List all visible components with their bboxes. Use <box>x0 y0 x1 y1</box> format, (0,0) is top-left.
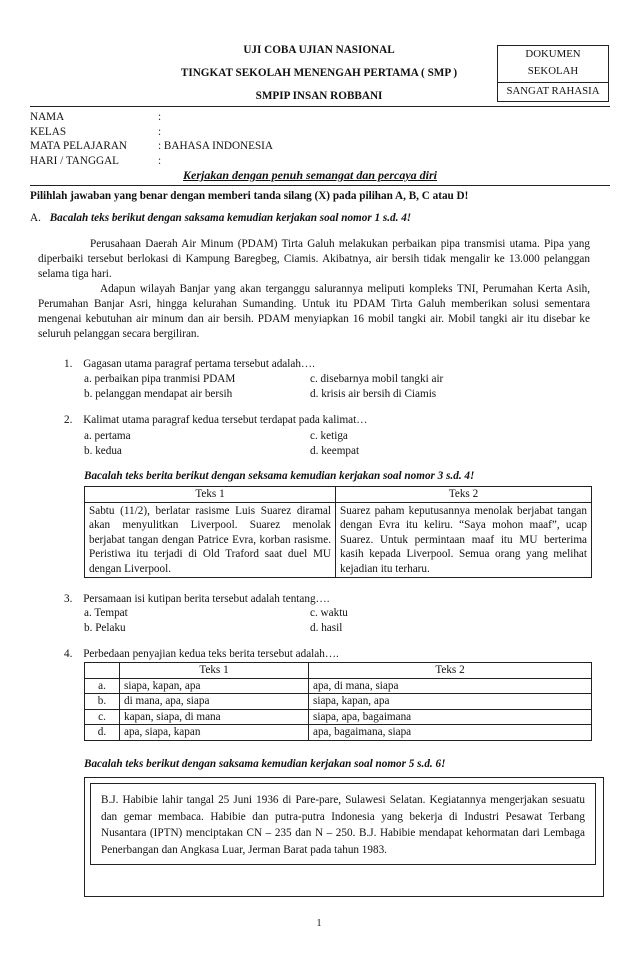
option-teks1: apa, siapa, kapan <box>120 725 309 741</box>
bio-text-box: B.J. Habibie lahir tangal 25 Juni 1936 di Pare-pare, Sulawesi Selatan. Kegiatannya mengerjakan sesuatu dan gemar membaca. Habibie dan putra-putra Indonesia yang bekerja di Industri Pesawat Terbang Nusantara (IPTN) menciptakan CN – 235 dan N – 250. B.J. Habibie mendapat kehormatan dari Lembaga Penerbangan dan Angkasa Luar, Jerman Barat pada tahun 1983. <box>90 783 596 865</box>
option-letter: b. <box>85 694 120 710</box>
question-number: 2. <box>64 414 73 426</box>
passage-paragraph-1: Perusahaan Daerah Air Minum (PDAM) Tirta Galuh melakukan perbaikan pipa transmisi utama. Pipa yang diperbaiki tersebut berlokasi di Kampung Baregbeg, Ciamis. Akibatnya, air bersih tidak mengalir ke 13.000 pelanggan selama tiga hari. <box>38 238 590 280</box>
question-3 <box>64 592 330 607</box>
q1-option-d[interactable]: d. krisis air bersih di Ciamis <box>310 388 437 400</box>
passage-paragraph-2: Adapun wilayah Banjar yang akan terganggu salurannya meliputi kompleks TNI, Perumahan Kerta Asih, Perumahan Banjar Asri, hingga kelurahan Sumanding. Untuk itu PDAM Tirta Galuh memberikan solusi sementara mengenai kebutuhan air minum dan air bersih. PDAM menyiapkan 16 mobil tangki air. Mobil tangki air itu disebar ke seluruh pelanggan secara bergiliran. <box>38 283 590 340</box>
question-1 <box>64 357 315 372</box>
identity-key: MATA PELAJARAN <box>30 140 128 152</box>
q4-option-c[interactable] <box>85 709 592 725</box>
doc-box-line1: DOKUMEN <box>525 48 581 60</box>
q3-option-a[interactable]: a. Tempat <box>84 607 128 619</box>
question-4 <box>64 647 339 662</box>
question-number: 4. <box>64 648 73 660</box>
motto: Kerjakan dengan penuh semangat dan percaya diri <box>182 168 438 182</box>
option-letter: c. <box>85 709 120 725</box>
option-teks2: apa, bagaimana, siapa <box>309 725 592 741</box>
identity-value: : <box>158 154 162 167</box>
news-table-header-2: Teks 2 <box>336 487 592 503</box>
section-a-heading <box>30 212 411 224</box>
identity-value: : <box>158 125 162 138</box>
option-letter: a. <box>85 678 120 694</box>
q4-option-a[interactable] <box>85 678 592 694</box>
q2-option-d[interactable]: d. keempat <box>310 445 360 457</box>
question-text: Perbedaan penyajian kedua teks berita tersebut adalah…. <box>83 648 339 660</box>
q2-option-a[interactable]: a. pertama <box>84 430 131 442</box>
q4-options-table <box>84 662 592 741</box>
news-text-2: Suarez paham keputusannya menolak berjabat tangan dengan Evra itu keliru. “Saya mohon maaf”, ucap Suarez. Untuk permintaan maaf itu MU berterima kasih kepada Liverpool. Semua orang yang melihat kejadian itu terharu. <box>336 502 592 578</box>
q4-header-blank <box>85 663 120 679</box>
option-teks1: siapa, kapan, apa <box>120 678 309 694</box>
section-a-instruction: Bacalah teks berikut dengan saksama kemudian kerjakan soal nomor 1 s.d. 4! <box>49 212 412 224</box>
q3-option-c[interactable]: c. waktu <box>310 607 348 619</box>
question-number: 1. <box>64 358 73 370</box>
identity-value: : BAHASA INDONESIA <box>158 140 273 152</box>
q1-option-a[interactable]: a. perbaikan pipa tranmisi PDAM <box>84 373 236 385</box>
divider-motto <box>30 185 610 186</box>
option-teks1: kapan, siapa, di mana <box>120 709 309 725</box>
news-text-1: Sabtu (11/2), berlatar rasisme Luis Suarez diramal akan menyulitkan Liverpool. Suarez menolak berjabat tangan dengan Patrice Evra, korban rasisme. Peristiwa itu terjadi di Old Traford saat duel MU dengan Liverpool. <box>85 502 336 578</box>
section-letter: A. <box>30 212 41 224</box>
doc-box-line3: SANGAT RAHASIA <box>498 82 608 100</box>
question-2 <box>64 413 367 428</box>
identity-row-class <box>30 125 273 140</box>
identity-key: NAMA <box>30 111 65 123</box>
q3-option-d[interactable]: d. hasil <box>310 622 343 634</box>
option-teks2: siapa, kapan, apa <box>309 694 592 710</box>
school-level: TINGKAT SEKOLAH MENENGAH PERTAMA ( SMP ) <box>180 67 458 79</box>
q2-option-b[interactable]: b. kedua <box>84 445 122 457</box>
q4-header-teks1: Teks 1 <box>120 663 309 679</box>
option-letter: d. <box>85 725 120 741</box>
identity-value: : <box>158 111 162 123</box>
q4-option-d[interactable] <box>85 725 592 741</box>
q3-option-b[interactable]: b. Pelaku <box>84 622 126 634</box>
news-table <box>84 486 592 578</box>
option-teks1: di mana, apa, siapa <box>120 694 309 710</box>
q1-option-b[interactable]: b. pelanggan mendapat air bersih <box>84 388 233 400</box>
divider-top <box>30 106 610 107</box>
identity-key: KELAS <box>30 125 67 138</box>
q4-option-b[interactable] <box>85 694 592 710</box>
question-text: Gagasan utama paragraf pertama tersebut adalah…. <box>83 358 315 370</box>
exam-title: UJI COBA UJIAN NASIONAL <box>243 44 395 56</box>
page-number: 1 <box>316 918 322 929</box>
q2-option-c[interactable]: c. ketiga <box>310 430 348 442</box>
identity-row-date <box>30 154 273 169</box>
document-classification-box <box>497 45 609 102</box>
identity-row-name <box>30 110 273 125</box>
school-name: SMPIP INSAN ROBBANI <box>255 90 383 102</box>
question-number: 3. <box>64 593 73 605</box>
question-text: Kalimat utama paragraf kedua tersebut terdapat pada kalimat… <box>83 414 368 426</box>
question-text: Persamaan isi kutipan berita tersebut adalah tentang…. <box>83 593 330 605</box>
identity-key: HARI / TANGGAL <box>30 154 120 167</box>
identity-row-subject <box>30 139 273 154</box>
identity-block <box>30 110 273 168</box>
q1-option-c[interactable]: c. disebarnya mobil tangki air <box>310 373 444 385</box>
general-instruction: Pilihlah jawaban yang benar dengan memberi tanda silang (X) pada pilihan A, B, C atau D! <box>30 190 469 202</box>
option-teks2: siapa, apa, bagaimana <box>309 709 592 725</box>
bio-instruction: Bacalah teks berikut dengan saksama kemudian kerjakan soal nomor 5 s.d. 6! <box>84 758 446 770</box>
doc-box-line2: SEKOLAH <box>527 65 579 77</box>
news-instruction: Bacalah teks berita berikut dengan seksama kemudian kerjakan soal nomor 3 s.d. 4! <box>84 470 475 482</box>
news-table-header-1: Teks 1 <box>85 487 336 503</box>
q4-header-teks2: Teks 2 <box>309 663 592 679</box>
option-teks2: apa, di mana, siapa <box>309 678 592 694</box>
